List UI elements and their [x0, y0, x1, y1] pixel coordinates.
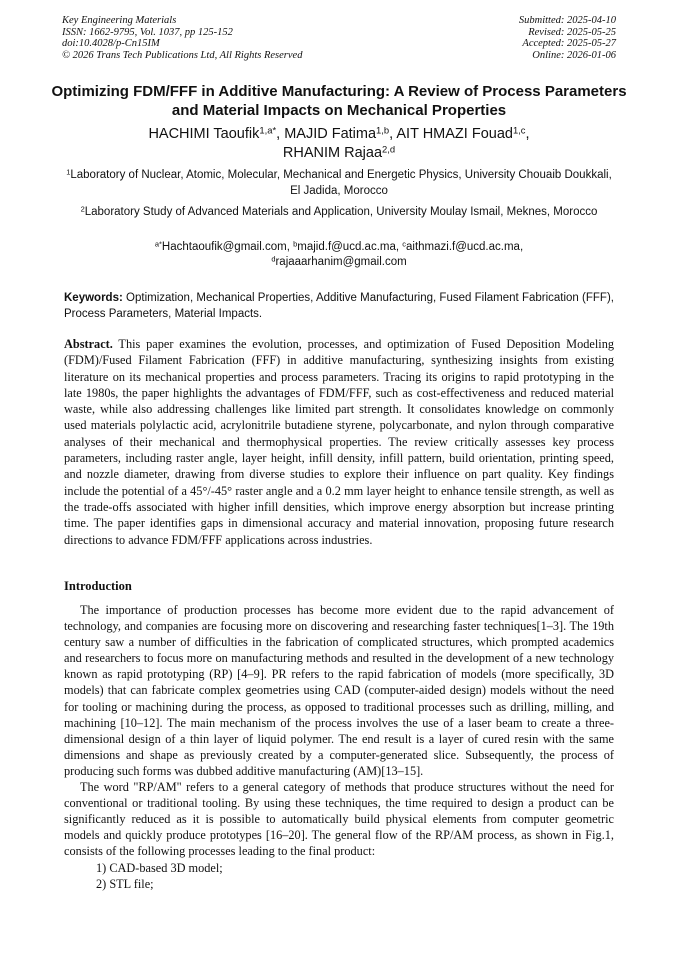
copyright-line: © 2026 Trans Tech Publications Ltd, All Rights Reserved: [62, 49, 303, 61]
submitted-date: Submitted: 2025-04-10: [518, 15, 616, 26]
abstract-block: [64, 336, 614, 548]
email-link[interactable]: rajaaarhanim@gmail.com: [275, 256, 407, 268]
dates-header: [519, 15, 616, 61]
author: [396, 126, 529, 142]
paper-title: Optimizing FDM/FFF in Additive Manufacturing: A Review of Process Parameters and Material Impacts on Mechanical Properties: [51, 83, 627, 119]
author-superscript: 1,b: [376, 124, 390, 136]
affiliation-superscript: 1: [66, 167, 71, 177]
journal-header: [62, 15, 302, 61]
author-name: RHANIM Rajaa: [282, 145, 383, 161]
author: [284, 126, 396, 142]
paragraph: The importance of production processes has become more evident due to the rapid advancement of technology, and companies are focusing more on discovering and researching faster techniques[1–3]. The 19th century saw a number of difficulties in the fabrication of complicated structures, which prompted academics and researchers to focus more on manufacturing methods and resulted in the development of a new technology known as rapid prototyping (RP) [4–9]. PR refers to the rapid fabrication of models (more specifically, 3D models) that can fabricate complex geometries using CAD (computer-aided design) models without the need for tooling or machining during the process, as opposed to traditional processes such as drilling, milling, and machining [10–12]. The main mechanism of the process involves the use of a laser beam to create a three-dimensional design of a thin layer of liquid polymer. The end result is a layer of cured resin with the same dimensions and shape as previously created by a computer-generated slice. Subsequently, the process of producing such forms was dubbed additive manufacturing (AM)[13–15].: [64, 603, 614, 778]
online-date: Online: 2026-01-06: [532, 49, 616, 61]
list-item: 1) CAD-based 3D model;: [96, 860, 223, 875]
author-superscript: 1,c: [512, 124, 526, 136]
affiliation-1: [62, 167, 616, 199]
separator: ,: [519, 241, 524, 253]
abstract-label: Abstract.: [64, 337, 113, 351]
keywords-text: Optimization, Mechanical Properties, Additive Manufacturing, Fused Filament Fabrication (FFF), Process Parameters, Material Impacts.: [64, 292, 614, 320]
email-superscript: b: [293, 239, 298, 249]
email-link[interactable]: majid.f@ucd.ac.ma: [297, 241, 396, 253]
affiliation-superscript: 2: [80, 204, 85, 214]
author-name: MAJID Fatima: [284, 126, 377, 142]
introduction-body: [64, 602, 614, 892]
email-superscript: c: [402, 239, 406, 249]
author-name: AIT HMAZI Fouad: [396, 126, 513, 142]
revised-date: Revised: 2025-05-25: [528, 26, 616, 38]
paragraph: The word "RP/AM" refers to a general category of methods that produce structures without the need for conventional or traditional tooling. By using these techniques, the time required to design a product can be significantly reduced as it is possible to automatically build physical elements from computer geometric models and quickly produce prototypes [16–20]. The general flow of the RP/AM process, as shown in Fig.1, consists of the following processes leading to the final product:: [64, 780, 614, 859]
author-name: HACHIMI Taoufik: [148, 126, 260, 142]
keywords-block: [64, 290, 614, 322]
separator: ,: [276, 126, 285, 142]
keywords-label: Keywords:: [64, 292, 123, 304]
list-item: 2) STL file;: [96, 876, 154, 891]
separator: ,: [389, 126, 397, 142]
doi-line[interactable]: doi:10.4028/p-Cn15IM: [62, 38, 160, 49]
author-superscript: 1,a*: [259, 124, 277, 136]
email-link[interactable]: Hachtaoufik@gmail.com: [161, 241, 287, 253]
affiliation-text: Laboratory of Nuclear, Atomic, Molecular, Mechanical and Energetic Physics, University Chouaib Doukkali, El Jadida, Morocco: [70, 169, 612, 197]
journal-name: Key Engineering Materials: [62, 15, 177, 26]
affiliation-text: Laboratory Study of Advanced Materials and Application, University Moulay Ismail, Meknes, Morocco: [84, 206, 598, 218]
email-list: [62, 240, 616, 270]
author-list: [40, 125, 638, 163]
accepted-date: Accepted: 2025-05-27: [522, 38, 616, 49]
author: [148, 126, 284, 142]
separator: ,: [286, 241, 294, 253]
separator: ,: [395, 241, 403, 253]
author-superscript: 2,d: [382, 143, 396, 155]
separator: ,: [525, 126, 530, 142]
email-superscript: a*: [154, 239, 162, 249]
email-superscript: d: [271, 254, 276, 264]
affiliation-2: [62, 204, 616, 220]
issn-line: ISSN: 1662-9795, Vol. 1037, pp 125-152: [62, 26, 233, 38]
abstract-text: This paper examines the evolution, processes, and optimization of Fused Deposition Modeling (FDM)/Fused Filament Fabrication (FFF) in additive manufacturing, synthesizing insights from existing literature on its mechanical properties and process parameters. Tracing its origins to rapid prototyping in the late 1980s, the paper highlights the advantages of FDM/FFF, such as cost-effectiveness and reduced material waste, while also addressing challenges like limited part strength. It consolidates knowledge on commonly used materials polylactic acid, acrylonitrile butadiene styrene, polycarbonate, and nylon through comparative analyses of their mechanical and thermophysical properties. The review critically assesses key process parameters, including raster angle, layer height, infill density, infill pattern, build orientation, printing speed, and nozzle diameter, drawing from diverse studies to explore their influence on part quality. Key findings include the potential of a 45°/-45° raster angle and a 0.2 mm layer height to enhance tensile strength, as well as the trade-offs associated with higher infill densities, which improve energy absorption but increase printing time. The paper identifies gaps in dimensional accuracy and material innovation, proposing future research directions to advance FDM/FFF applications across industries.: [64, 337, 614, 547]
author: [283, 145, 395, 161]
email-link[interactable]: aithmazi.f@ucd.ac.ma: [406, 241, 520, 253]
introduction-heading: Introduction: [64, 579, 132, 593]
